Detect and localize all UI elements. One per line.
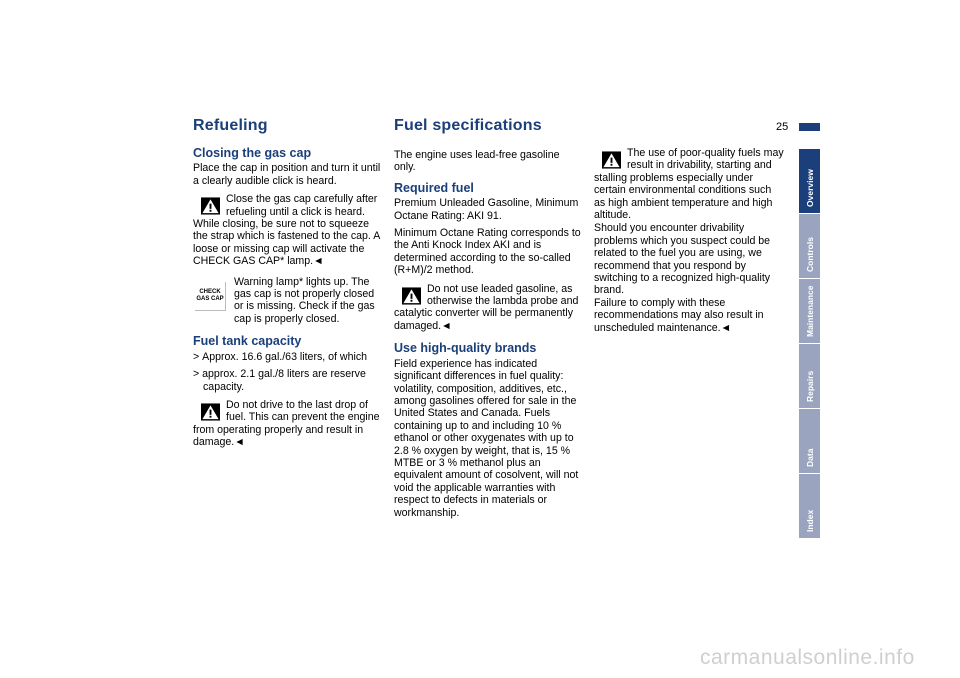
chapter-tabs: [799, 149, 820, 539]
column-right: [594, 147, 784, 339]
lamp-text: Warning lamp* lights up. The gas cap is not properly closed or is missing. Check if the gas cap is properly closed.: [234, 275, 375, 325]
tab-repairs[interactable]: [799, 344, 820, 409]
tab-data[interactable]: [799, 409, 820, 474]
heading-required-fuel: Required fuel: [394, 180, 474, 195]
section-title-fuel-specifications: Fuel specifications: [394, 117, 542, 134]
tab-label: Index: [804, 509, 815, 532]
lamp-block: [193, 276, 381, 326]
tab-controls[interactable]: [799, 214, 820, 279]
heading-fuel-tank-capacity: Fuel tank capacity: [193, 334, 302, 349]
warning-text-1: Close the gas cap carefully after refueling until a click is heard. While closing, be sure not to squeeze the strap which is fastened to the cap. A loose or missing cap will activate the CHECK GAS CAP* lamp.◄: [193, 193, 380, 268]
warning-triangle-icon: [402, 287, 421, 305]
tab-overview[interactable]: [799, 149, 820, 214]
column-middle: [394, 149, 584, 524]
warning-block-4: [594, 147, 784, 221]
page-accent-bar: [799, 123, 820, 131]
tab-label: Data: [804, 448, 815, 467]
heading-closing-gas-cap: Closing the gas cap: [193, 146, 312, 160]
warning-block-3: [394, 283, 584, 333]
lamp-label-line1: CHECK: [199, 288, 221, 295]
warning-triangle-icon: [201, 403, 220, 421]
warning-text-3: Do not use leaded gasoline, as otherwise the lambda probe and catalytic converter will be permanently damaged.◄: [394, 282, 579, 332]
tab-maintenance[interactable]: [799, 279, 820, 344]
check-gas-cap-lamp-icon: [195, 282, 226, 311]
required-fuel-text: Premium Unleaded Gasoline, Minimum Octane Rating: AKI 91.: [394, 197, 579, 222]
heading-high-quality-brands: Use high-quality brands: [394, 341, 537, 356]
warning-text-4: The use of poor-quality fuels may result in drivability, starting and stalling problems especially under certain environmental conditions such as high ambient temperature and high altitude.: [594, 147, 784, 222]
tab-label: Repairs: [804, 370, 815, 402]
section-title-refueling: Refueling: [193, 117, 268, 134]
page-number: 25: [776, 121, 789, 133]
octane-text: Minimum Octane Rating corresponds to the Anti Knock Index AKI and is determined according to the so-called (R+M)/2 method.: [394, 227, 581, 277]
lamp-label-line2: GAS CAP: [196, 295, 224, 302]
warning-block-1: [193, 193, 381, 267]
capacity-bullet-2: > approx. 2.1 gal./8 liters are reserve capacity.: [193, 368, 366, 393]
drivability-text: Should you encounter drivability problems which you suspect could be related to the fuel you are using, we recommend that you respond by switching to a recognized high-quality brand.: [594, 222, 771, 297]
intro-text: The engine uses lead-free gasoline only.: [394, 149, 560, 174]
tab-label: Controls: [804, 237, 815, 272]
watermark: carmanualsonline.info: [700, 646, 915, 669]
warning-text-2: Do not drive to the last drop of fuel. This can prevent the engine from operating properly and result in damage.◄: [193, 398, 380, 449]
capacity-bullet-1: > Approx. 16.6 gal./63 liters, of which: [193, 350, 368, 363]
tab-index[interactable]: [799, 474, 820, 539]
tab-label: Overview: [804, 169, 815, 207]
warning-triangle-icon: [201, 197, 220, 215]
brands-text: Field experience has indicated significant differences in fuel quality: volatility, composition, additives, etc., among gasolines offered for sale in the United States and Canada. Fuels containing up to and including 10 % ethanol or other oxygenates with up to 2.8 % oxygen by weight, that is, 15 % MTBE or 3 % methanol plus an equivalent amount of cosolvent, will not void the applicable warranties with respect to defects in materials or workmanship.: [394, 357, 579, 519]
warning-triangle-icon: [602, 151, 621, 169]
column-left: [193, 147, 381, 455]
closing-text: Place the cap in position and turn it until a clearly audible click is heard.: [193, 162, 381, 187]
compliance-text: Failure to comply with these recommendations may also result in unscheduled maintenance.◄: [594, 296, 764, 334]
tab-label: Maintenance: [804, 285, 815, 337]
warning-block-2: [193, 399, 381, 449]
